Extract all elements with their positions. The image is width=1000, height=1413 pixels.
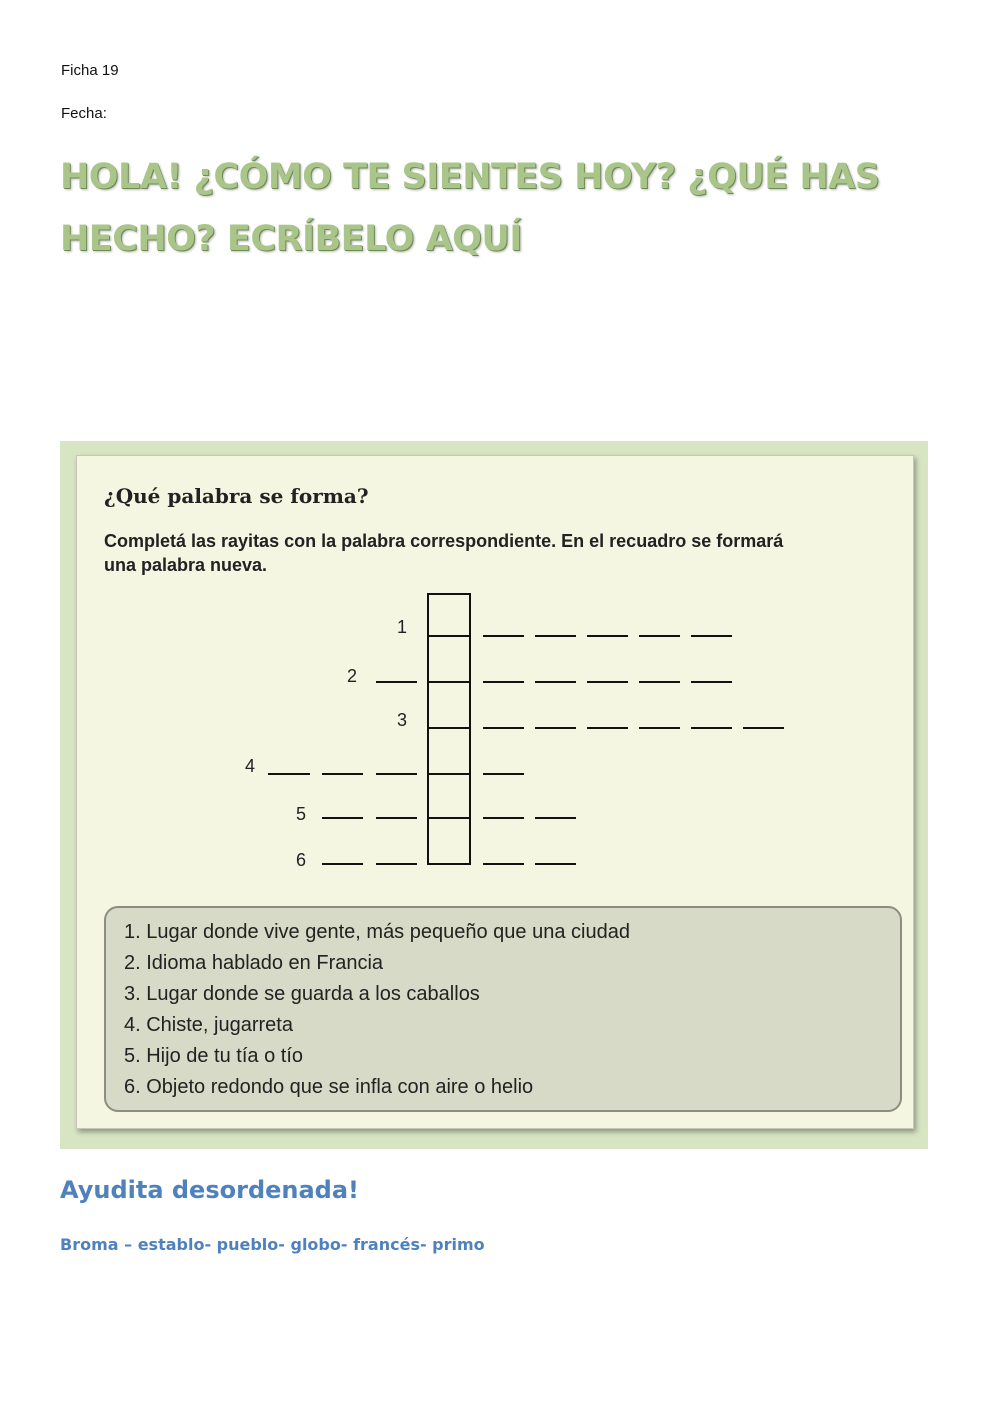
clue-1: 1. Lugar donde vive gente, más pequeño que una ciudad bbox=[124, 921, 630, 943]
row-number-5: 5 bbox=[296, 804, 307, 824]
row-number-6: 6 bbox=[296, 850, 307, 870]
clue-5: 5. Hijo de tu tía o tío bbox=[124, 1045, 303, 1067]
title-line-1: HOLA! ¿CÓMO TE SIENTES HOY? ¿QUÉ HAS bbox=[60, 157, 880, 197]
help-words: Broma – establo- pueblo- globo- francés- primo bbox=[60, 1235, 485, 1254]
ficha-label: Ficha 19 bbox=[61, 62, 119, 79]
fecha-label: Fecha: bbox=[61, 105, 107, 122]
instruction-line-2: una palabra nueva. bbox=[104, 555, 268, 575]
clue-4: 4. Chiste, jugarreta bbox=[124, 1014, 293, 1036]
help-title: Ayudita desordenada! bbox=[60, 1176, 360, 1204]
instruction-line-1: Completá las rayitas con la palabra correspondiente. En el recuadro se formará bbox=[104, 531, 784, 551]
page-title bbox=[60, 146, 940, 270]
clue-2: 2. Idioma hablado en Francia bbox=[124, 952, 384, 974]
exercise-instruction bbox=[104, 529, 904, 577]
clue-3: 3. Lugar donde se guarda a los caballos bbox=[124, 983, 480, 1005]
exercise-heading: ¿Qué palabra se forma? bbox=[104, 484, 369, 508]
title-line-2: HECHO? ECRÍBELO AQUÍ bbox=[60, 219, 522, 259]
row-number-4: 4 bbox=[245, 756, 256, 776]
clues-box bbox=[104, 906, 902, 1112]
row-number-2: 2 bbox=[347, 666, 358, 686]
clue-6: 6. Objeto redondo que se infla con aire o helio bbox=[124, 1076, 534, 1098]
row-number-1: 1 bbox=[397, 617, 408, 637]
row-number-3: 3 bbox=[397, 710, 408, 730]
